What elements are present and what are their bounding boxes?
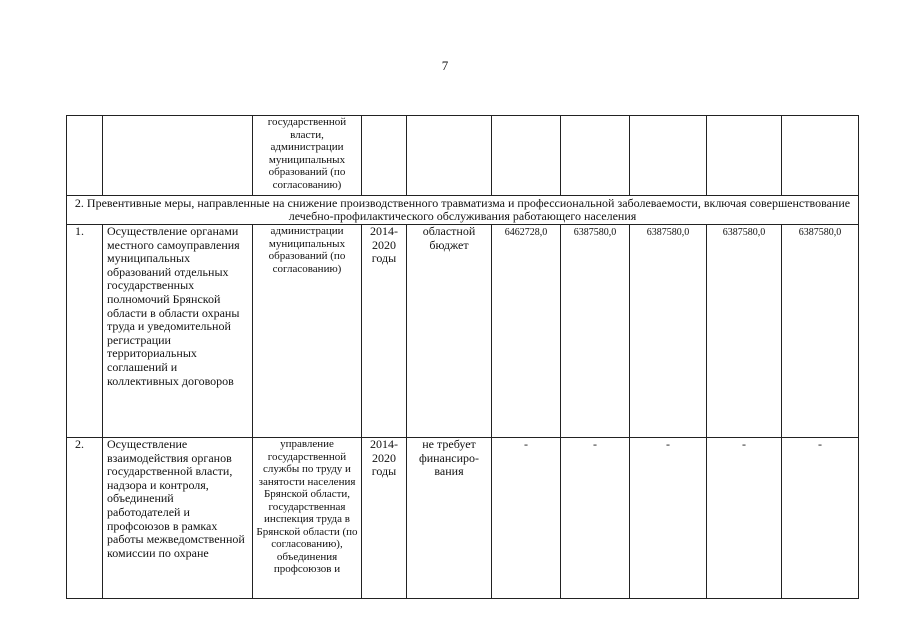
amount-value: 6462728,0 — [492, 225, 561, 438]
cell-value — [492, 116, 561, 196]
funding-source: областной бюджет — [407, 225, 492, 438]
cell-source — [407, 116, 492, 196]
measure-name: Осуществление органами местного самоуправления муниципальных образований отдельных государственных полномочий Брянской области в области охраны труда и уведомительной регистрации территориальных соглашений и коллективных договоров — [103, 225, 253, 438]
row-number: 1. — [67, 225, 103, 438]
funding-source: не требует финансиро-вания — [407, 438, 492, 599]
page-number: 7 — [441, 58, 449, 73]
executor: администрации муниципальных образований (по согласованию) — [253, 225, 362, 438]
amount-value: - — [630, 438, 707, 599]
cell-value — [561, 116, 630, 196]
program-table — [66, 115, 859, 599]
cell-name — [103, 116, 253, 196]
amount-value: 6387580,0 — [630, 225, 707, 438]
cell-value — [782, 116, 859, 196]
measure-name: Осуществление взаимодействия органов государственной власти, надзора и контроля, объединений работодателей и профсоюзов в рамках работы межведомственной комиссии по охране — [103, 438, 253, 599]
section-title: 2. Превентивные меры, направленные на снижение производственного травматизма и профессиональной заболеваемости, включая совершенствование лечебно-профилактического обслуживания работающего населения — [67, 196, 859, 225]
table-row — [67, 438, 859, 599]
amount-value: 6387580,0 — [782, 225, 859, 438]
amount-value: 6387580,0 — [561, 225, 630, 438]
cell-value — [707, 116, 782, 196]
executor: управление государственной службы по труду и занятости населения Брянской области, государственная инспекция труда в Брянской области (по согласованию), объединения профсоюзов и — [253, 438, 362, 599]
table-row — [67, 225, 859, 438]
row-number: 2. — [67, 438, 103, 599]
cell-executor: государственной власти, администрации муниципальных образований (по согласованию) — [253, 116, 362, 196]
amount-value: - — [707, 438, 782, 599]
period: 2014-2020 годы — [362, 438, 407, 599]
cell-value — [630, 116, 707, 196]
amount-value: - — [782, 438, 859, 599]
continued-row — [67, 116, 859, 196]
amount-value: 6387580,0 — [707, 225, 782, 438]
cell-period — [362, 116, 407, 196]
cell-num — [67, 116, 103, 196]
amount-value: - — [561, 438, 630, 599]
period: 2014-2020 годы — [362, 225, 407, 438]
amount-value: - — [492, 438, 561, 599]
section-row — [67, 196, 859, 225]
